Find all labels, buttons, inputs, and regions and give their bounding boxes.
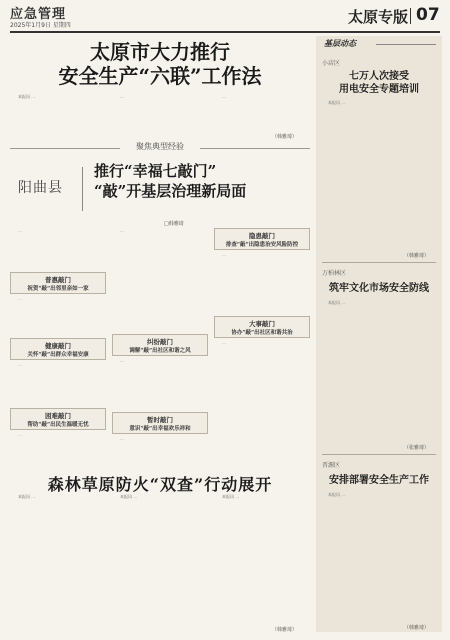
section-body: … (18, 432, 22, 437)
top-rule (10, 31, 440, 33)
section-body: … (222, 340, 226, 345)
lead-body-col1: 本报讯 … (18, 94, 36, 99)
section-title: 普惠敲门 (45, 276, 71, 284)
feature-title-line1: 推行“幸福七敲门” (94, 162, 217, 180)
sidebar-separator (322, 454, 436, 455)
lead-body-col2: … (120, 94, 124, 99)
sidebar-title-line1: 筑牢文化市场安全防线 (329, 283, 429, 294)
sidebar-tag (316, 38, 442, 50)
section-box (10, 338, 106, 360)
kicker-rule-right (200, 148, 310, 149)
section-box (112, 334, 208, 356)
feature-headline (10, 159, 310, 217)
feature-county: 阳曲县 (18, 180, 63, 196)
section-box (214, 228, 310, 250)
bottom-byline: （韩雅琦） (272, 627, 298, 633)
bottom-headline: 森林草原防火“双查”行动展开 (47, 475, 273, 494)
section-body: … (120, 436, 124, 441)
sidebar-tag-label: 基层动态 (324, 38, 356, 48)
section-body: … (222, 252, 226, 257)
masthead (0, 0, 450, 32)
page-number: 07 (416, 5, 440, 25)
sidebar-title-line1: 安排部署安全生产工作 (329, 475, 429, 486)
sidebar-item-body: 本报讯 … (328, 492, 346, 497)
sidebar-item-body: 本报讯 … (328, 100, 346, 105)
section-title: 困难敲门 (45, 412, 71, 420)
kicker-label: 聚焦典型经验 (136, 142, 184, 151)
section-box (112, 412, 208, 434)
sidebar-item-byline: （张雅琦） (404, 445, 430, 451)
lead-title-line2: 安全生产“六联”工作法 (58, 64, 262, 88)
section-body: … (18, 362, 22, 367)
feature-title-line2: “敲”开基层治理新局面 (94, 182, 247, 200)
kicker-rule-left (10, 148, 120, 149)
section-title: 纠纷敲门 (147, 338, 173, 346)
issue-date: 2025年1月9日 星期四 (10, 22, 71, 29)
section-subtitle: 祝贺“敲”出邻里亲如一家 (27, 286, 89, 292)
section-name: 应急管理 (10, 7, 67, 22)
section-title: 健康敲门 (45, 342, 71, 350)
sidebar-item-byline: （韩雅琦） (404, 625, 430, 631)
section-subtitle: 帮助“敲”出民生温暖无忧 (27, 422, 89, 428)
section-subtitle: 调解“敲”出社区和谐之风 (129, 348, 191, 354)
lead-body-col3: … (222, 94, 226, 99)
section-title: 隐患敲门 (249, 232, 275, 240)
sidebar-item-body: 本报讯 … (328, 300, 346, 305)
feature-divider (82, 167, 83, 211)
feature-intro-continued: … (120, 228, 124, 233)
sidebar-item-title (316, 282, 442, 295)
sidebar-district: 小店区 (322, 60, 341, 67)
section-title: 大事敲门 (249, 320, 275, 328)
sidebar-district: 晋源区 (322, 462, 341, 469)
section-subtitle: 意识“敲”出幸福欢乐祥和 (129, 426, 191, 432)
section-body: … (120, 358, 124, 363)
sidebar-district: 万柏林区 (322, 270, 347, 277)
sidebar-item-byline: （韩雅琦） (404, 253, 430, 259)
edition-name: 太原专版 (348, 8, 409, 26)
sidebar-item-title (316, 70, 442, 96)
sidebar-tag-rule (376, 44, 436, 45)
section-subtitle: 排查“敲”出隐患治安风险防控 (225, 242, 299, 248)
kicker-bar (10, 141, 310, 155)
section-subtitle: 关怀“敲”出群众幸福安康 (27, 352, 89, 358)
section-box (10, 408, 106, 430)
feature-intro: … (18, 228, 22, 233)
lead-headline (10, 40, 310, 88)
lead-title-line1: 太原市大力推行 (90, 40, 230, 64)
section-box (214, 316, 310, 338)
bottom-body-col2: 本报讯 … (120, 494, 138, 499)
sidebar-title-line2: 用电安全专题培训 (339, 84, 419, 95)
section-subtitle: 协办“敲”出社区和谐共治 (231, 330, 293, 336)
masthead-divider (410, 8, 411, 24)
sidebar-item-title (316, 474, 442, 487)
feature-byline: □韩雅琦 (164, 221, 184, 227)
lead-byline: （韩雅琦） (272, 134, 298, 140)
sidebar-title-line1: 七万人次接受 (349, 71, 409, 82)
section-box (10, 272, 106, 294)
bottom-body-col3: 本报讯 … (222, 494, 240, 499)
bottom-body-col1: 本报讯 … (18, 494, 36, 499)
section-title: 暂时敲门 (147, 416, 173, 424)
sidebar-separator (322, 262, 436, 263)
section-body: … (18, 296, 22, 301)
